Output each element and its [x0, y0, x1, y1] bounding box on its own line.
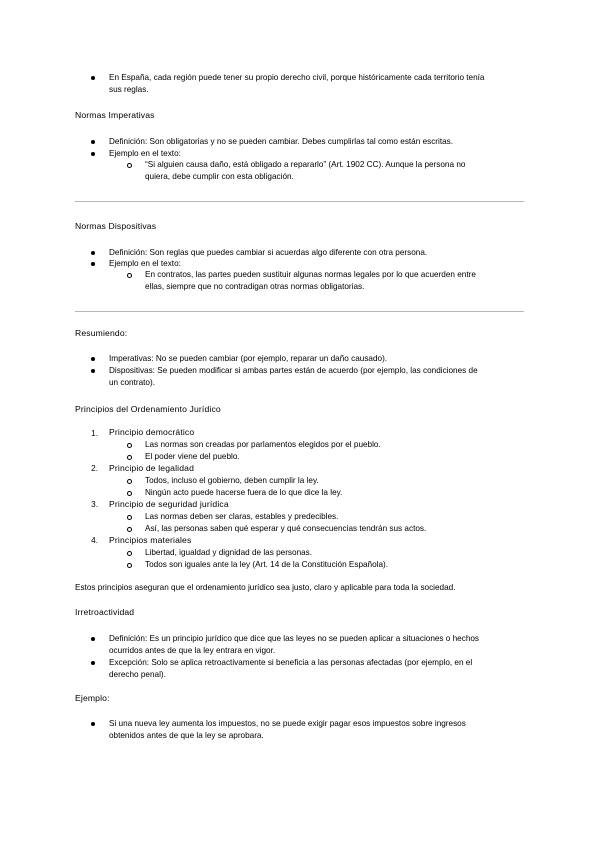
- bullet-icon: [91, 722, 95, 726]
- irretroactividad-exception-line-1: Excepción: Solo se aplica retroactivamente si beneficia a las personas afectadas (por ejemplo, en el: [109, 658, 473, 667]
- list-number: 3.: [91, 500, 98, 509]
- irretroactividad-definition-line-2: ocurridos antes de que la ley entrara en vigor.: [109, 646, 276, 655]
- principio-title: Principio de legalidad: [109, 463, 194, 473]
- circle-bullet-icon: [127, 443, 132, 448]
- bullet-icon: [91, 251, 95, 255]
- imperativas-example-line-1: “Si alguien causa daño, está obligado a repararlo” (Art. 1902 CC). Aunque la persona no: [145, 160, 466, 169]
- irretroactividad-exception-line-2: derecho penal).: [109, 670, 166, 679]
- circle-bullet-icon: [127, 515, 132, 520]
- imperativas-example-label: Ejemplo en el texto:: [109, 149, 181, 158]
- horizontal-rule: [75, 201, 524, 202]
- ejemplo-line-2: obtenidos antes de que la ley se aprobara.: [109, 731, 264, 740]
- resumiendo-dispositivas-line-2: un contrato).: [109, 378, 155, 387]
- resumiendo-dispositivas-line-1: Dispositivas: Se pueden modificar si ambas partes están de acuerdo (por ejemplo, las condiciones de: [109, 366, 478, 375]
- principio-title: Principio democrático: [109, 427, 195, 437]
- dispositivas-example-line-1: En contratos, las partes pueden sustituir algunas normas legales por lo que acuerden entre: [145, 270, 476, 279]
- dispositivas-example-line-2: ellas, siempre que no contradigan otras normas obligatorias.: [145, 282, 365, 291]
- list-number: 2.: [91, 464, 98, 473]
- circle-bullet-icon: [127, 163, 132, 168]
- bullet-icon: [91, 76, 95, 80]
- principio-title: Principio de seguridad jurídica: [109, 499, 229, 509]
- imperativas-definition: Definición: Son obligatorias y no se pueden cambiar. Debes cumplirlas tal como están escritas.: [109, 137, 454, 146]
- circle-bullet-icon: [127, 491, 132, 496]
- section-heading-resumiendo: Resumiendo:: [75, 328, 128, 338]
- horizontal-rule: [75, 311, 524, 312]
- principio-sub-item: Ningún acto puede hacerse fuera de lo que dice la ley.: [145, 488, 343, 497]
- circle-bullet-icon: [127, 563, 132, 568]
- section-heading-irretroactividad: Irretroactividad: [75, 607, 135, 617]
- bullet-icon: [91, 262, 95, 266]
- section-heading-ejemplo: Ejemplo:: [75, 693, 110, 703]
- list-number: 4.: [91, 536, 98, 545]
- list-number: 1.: [91, 429, 98, 438]
- principios-conclusion: Estos principios aseguran que el ordenamiento jurídico sea justo, claro y aplicable para toda la sociedad.: [75, 583, 456, 592]
- intro-bullet-line-2: sus reglas.: [109, 85, 149, 94]
- section-heading-principios: Principios del Ordenamiento Jurídico: [75, 404, 221, 414]
- circle-bullet-icon: [127, 527, 132, 532]
- dispositivas-definition: Definición: Son reglas que puedes cambiar si acuerdas algo diferente con otra persona.: [109, 248, 428, 257]
- principio-sub-item: Así, las personas saben qué esperar y qué consecuencias tendrán sus actos.: [145, 524, 427, 533]
- ejemplo-line-1: Si una nueva ley aumenta los impuestos, no se puede exigir pagar esos impuestos sobre ingresos: [109, 719, 466, 728]
- intro-bullet-line-1: En España, cada región puede tener su propio derecho civil, porque históricamente cada territorio tenía: [109, 73, 485, 82]
- circle-bullet-icon: [127, 455, 132, 460]
- section-heading-imperativas: Normas Imperativas: [75, 110, 155, 120]
- dispositivas-example-label: Ejemplo en el texto:: [109, 259, 181, 268]
- principio-sub-item: Todos son iguales ante la ley (Art. 14 de la Constitución Española).: [145, 560, 389, 569]
- bullet-icon: [91, 637, 95, 641]
- circle-bullet-icon: [127, 479, 132, 484]
- bullet-icon: [91, 661, 95, 665]
- circle-bullet-icon: [127, 273, 132, 278]
- section-heading-dispositivas: Normas Dispositivas: [75, 221, 157, 231]
- principio-sub-item: Las normas son creadas por parlamentos elegidos por el pueblo.: [145, 440, 381, 449]
- bullet-icon: [91, 357, 95, 361]
- principio-sub-item: Libertad, igualdad y dignidad de las personas.: [145, 548, 313, 557]
- irretroactividad-definition-line-1: Definición: Es un principio jurídico que dice que las leyes no se pueden aplicar a situaciones o hechos: [109, 634, 480, 643]
- bullet-icon: [91, 140, 95, 144]
- bullet-icon: [91, 369, 95, 373]
- principio-title: Principios materiales: [109, 535, 192, 545]
- bullet-icon: [91, 152, 95, 156]
- resumiendo-imperativas: Imperativas: No se pueden cambiar (por ejemplo, reparar un daño causado).: [109, 354, 388, 363]
- principio-sub-item: Las normas deben ser claras, estables y predecibles.: [145, 512, 339, 521]
- imperativas-example-line-2: quiera, debe cumplir con esta obligación.: [145, 172, 294, 181]
- circle-bullet-icon: [127, 551, 132, 556]
- principio-sub-item: Todos, incluso el gobierno, deben cumplir la ley.: [145, 476, 319, 485]
- principio-sub-item: El poder viene del pueblo.: [145, 452, 240, 461]
